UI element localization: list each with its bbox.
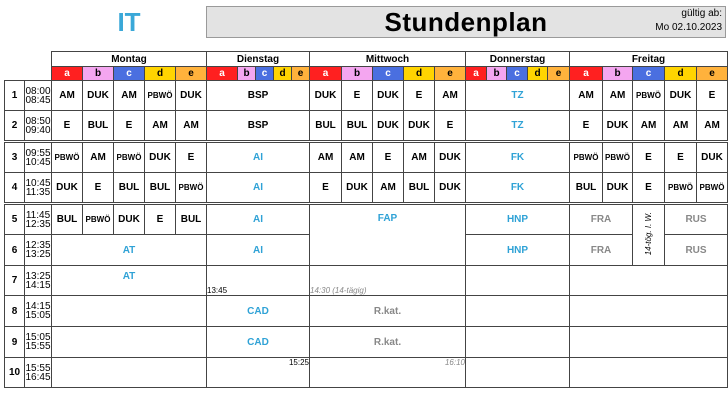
period-time: 09:55 10:45 bbox=[25, 142, 52, 173]
period-number: 5 bbox=[5, 204, 25, 235]
lesson-cell: DUK bbox=[404, 111, 435, 142]
lesson-cell: AM bbox=[176, 111, 207, 142]
time-note: 14:30 (14-tägig) bbox=[310, 266, 466, 296]
group-c: c bbox=[373, 67, 404, 81]
lesson-cell: FAP bbox=[310, 204, 466, 266]
lesson-cell: E bbox=[435, 111, 466, 142]
empty-cell bbox=[52, 327, 207, 358]
empty-cell bbox=[570, 296, 728, 327]
biweekly-note: 14-tög. I. W. bbox=[633, 204, 665, 266]
lesson-cell: DUK bbox=[176, 81, 207, 111]
lesson-cell: R.kat. bbox=[310, 327, 466, 358]
group-e: e bbox=[697, 67, 728, 81]
lesson-cell: AM bbox=[83, 142, 114, 173]
period-time: 13:25 14:15 bbox=[25, 266, 52, 296]
period-number: 3 bbox=[5, 142, 25, 173]
lesson-cell: BUL bbox=[176, 204, 207, 235]
period-number: 4 bbox=[5, 173, 25, 204]
period-number: 2 bbox=[5, 111, 25, 142]
period-number: 10 bbox=[5, 358, 25, 388]
day-header-freitag: Freitag bbox=[570, 52, 728, 67]
lesson-cell: AM bbox=[52, 81, 83, 111]
empty-cell bbox=[466, 358, 570, 388]
period-time: 12:35 13:25 bbox=[25, 235, 52, 266]
group-d: d bbox=[528, 67, 548, 81]
empty-cell bbox=[570, 358, 728, 388]
lesson-cell: AM bbox=[310, 142, 342, 173]
period-time: 15:55 16:45 bbox=[25, 358, 52, 388]
lesson-cell: E bbox=[404, 81, 435, 111]
group-a: a bbox=[207, 67, 238, 81]
group-c: c bbox=[633, 67, 665, 81]
day-header-dienstag: Dienstag bbox=[207, 52, 310, 67]
empty-cell bbox=[570, 327, 728, 358]
lesson-cell: E bbox=[83, 173, 114, 204]
lesson-cell: DUK bbox=[114, 204, 145, 235]
empty-cell bbox=[466, 327, 570, 358]
period-time: 15:05 15:55 bbox=[25, 327, 52, 358]
group-b: b bbox=[342, 67, 373, 81]
lesson-cell: PBWÖ bbox=[145, 81, 176, 111]
lesson-cell: PBWÖ bbox=[176, 173, 207, 204]
lesson-cell: AM bbox=[633, 111, 665, 142]
lesson-cell: R.kat. bbox=[310, 296, 466, 327]
group-c: c bbox=[114, 67, 145, 81]
lesson-cell: RUS bbox=[665, 235, 728, 266]
time-note: 16:10 bbox=[310, 358, 466, 388]
group-e: e bbox=[548, 67, 570, 81]
lesson-cell: DUK bbox=[83, 81, 114, 111]
day-header-mittwoch: Mittwoch bbox=[310, 52, 466, 67]
lesson-cell: AM bbox=[603, 81, 633, 111]
period-time: 08:50 09:40 bbox=[25, 111, 52, 142]
time-note: 15:25 bbox=[207, 358, 310, 388]
lesson-cell: FRA bbox=[570, 235, 633, 266]
lesson-cell: BUL bbox=[310, 111, 342, 142]
lesson-cell: E bbox=[342, 81, 373, 111]
lesson-cell: AM bbox=[697, 111, 728, 142]
lesson-cell: HNP bbox=[466, 204, 570, 235]
lesson-cell: E bbox=[145, 204, 176, 235]
day-header-donnerstag: Donnerstag bbox=[466, 52, 570, 67]
valid-label: gültig ab: bbox=[681, 8, 722, 19]
lesson-cell: BUL bbox=[404, 173, 435, 204]
lesson-cell: AT bbox=[52, 235, 207, 266]
lesson-cell: PBWÖ bbox=[603, 142, 633, 173]
lesson-cell: AM bbox=[404, 142, 435, 173]
period-number: 1 bbox=[5, 81, 25, 111]
group-a: a bbox=[52, 67, 83, 81]
group-e: e bbox=[292, 67, 310, 81]
group-c: c bbox=[256, 67, 274, 81]
period-number: 7 bbox=[5, 266, 25, 296]
group-b: b bbox=[83, 67, 114, 81]
lesson-cell: PBWÖ bbox=[83, 204, 114, 235]
lesson-cell: FK bbox=[466, 142, 570, 173]
lesson-cell: AI bbox=[207, 142, 310, 173]
lesson-cell: E bbox=[176, 142, 207, 173]
lesson-cell: DUK bbox=[373, 111, 404, 142]
lesson-cell: PBWÖ bbox=[665, 173, 697, 204]
lesson-cell: AI bbox=[207, 204, 310, 235]
lesson-cell: CAD bbox=[207, 296, 310, 327]
lesson-cell: DUK bbox=[52, 173, 83, 204]
lesson-cell: E bbox=[697, 81, 728, 111]
empty-cell bbox=[52, 358, 207, 388]
period-number: 8 bbox=[5, 296, 25, 327]
lesson-cell: DUK bbox=[435, 173, 466, 204]
group-d: d bbox=[274, 67, 292, 81]
group-b: b bbox=[487, 67, 507, 81]
group-d: d bbox=[404, 67, 435, 81]
lesson-cell: E bbox=[633, 142, 665, 173]
lesson-cell: DUK bbox=[342, 173, 373, 204]
period-time: 11:45 12:35 bbox=[25, 204, 52, 235]
valid-date: Mo 02.10.2023 bbox=[655, 22, 722, 33]
lesson-cell: DUK bbox=[603, 173, 633, 204]
timetable bbox=[4, 51, 728, 388]
lesson-cell: PBWÖ bbox=[633, 81, 665, 111]
lesson-cell: PBWÖ bbox=[570, 142, 603, 173]
group-d: d bbox=[145, 67, 176, 81]
lesson-cell: DUK bbox=[435, 142, 466, 173]
lesson-cell: AM bbox=[570, 81, 603, 111]
lesson-cell: AI bbox=[207, 235, 310, 266]
period-time: 14:15 15:05 bbox=[25, 296, 52, 327]
lesson-cell: BUL bbox=[83, 111, 114, 142]
lesson-cell: AM bbox=[145, 111, 176, 142]
group-e: e bbox=[435, 67, 466, 81]
group-d: d bbox=[665, 67, 697, 81]
lesson-cell: E bbox=[52, 111, 83, 142]
lesson-cell: E bbox=[570, 111, 603, 142]
lesson-cell: FRA bbox=[570, 204, 633, 235]
lesson-cell: CAD bbox=[207, 327, 310, 358]
page-title: Stundenplan bbox=[384, 7, 548, 37]
group-e: e bbox=[176, 67, 207, 81]
lesson-cell: E bbox=[373, 142, 404, 173]
class-name: IT bbox=[117, 7, 141, 37]
lesson-cell: PBWÖ bbox=[114, 142, 145, 173]
lesson-cell: AT bbox=[52, 266, 207, 296]
lesson-cell: AM bbox=[435, 81, 466, 111]
lesson-cell: FK bbox=[466, 173, 570, 204]
lesson-cell: DUK bbox=[373, 81, 404, 111]
empty-cell bbox=[466, 296, 570, 327]
group-b: b bbox=[603, 67, 633, 81]
lesson-cell: PBWÖ bbox=[697, 173, 728, 204]
empty-cell bbox=[466, 266, 570, 296]
lesson-cell: BUL bbox=[342, 111, 373, 142]
lesson-cell: TZ bbox=[466, 81, 570, 111]
lesson-cell: AM bbox=[665, 111, 697, 142]
period-number: 6 bbox=[5, 235, 25, 266]
period-time: 10:45 11:35 bbox=[25, 173, 52, 204]
lesson-cell: DUK bbox=[665, 81, 697, 111]
empty-cell bbox=[570, 266, 728, 296]
lesson-cell: BUL bbox=[114, 173, 145, 204]
lesson-cell: BUL bbox=[570, 173, 603, 204]
lesson-cell: AM bbox=[114, 81, 145, 111]
lesson-cell: E bbox=[665, 142, 697, 173]
day-header-montag: Montag bbox=[52, 52, 207, 67]
lesson-cell: PBWÖ bbox=[52, 142, 83, 173]
lesson-cell: TZ bbox=[466, 111, 570, 142]
lesson-cell: E bbox=[310, 173, 342, 204]
lesson-cell: BSP bbox=[207, 111, 310, 142]
lesson-cell: AM bbox=[342, 142, 373, 173]
corner bbox=[5, 67, 52, 81]
empty-cell bbox=[52, 296, 207, 327]
period-time: 08:00 08:45 bbox=[25, 81, 52, 111]
lesson-cell: BUL bbox=[145, 173, 176, 204]
group-a: a bbox=[570, 67, 603, 81]
lesson-cell: DUK bbox=[697, 142, 728, 173]
lesson-cell: BUL bbox=[52, 204, 83, 235]
lesson-cell: BSP bbox=[207, 81, 310, 111]
lesson-cell: RUS bbox=[665, 204, 728, 235]
group-a: a bbox=[466, 67, 487, 81]
group-c: c bbox=[507, 67, 528, 81]
group-a: a bbox=[310, 67, 342, 81]
lesson-cell: HNP bbox=[466, 235, 570, 266]
group-b: b bbox=[238, 67, 256, 81]
lesson-cell: E bbox=[114, 111, 145, 142]
period-number: 9 bbox=[5, 327, 25, 358]
lesson-cell: DUK bbox=[145, 142, 176, 173]
lesson-cell: AM bbox=[373, 173, 404, 204]
lesson-cell: DUK bbox=[603, 111, 633, 142]
time-note: 13:45 bbox=[207, 266, 310, 296]
lesson-cell: DUK bbox=[310, 81, 342, 111]
lesson-cell: E bbox=[633, 173, 665, 204]
lesson-cell: AI bbox=[207, 173, 310, 204]
corner bbox=[5, 52, 52, 67]
